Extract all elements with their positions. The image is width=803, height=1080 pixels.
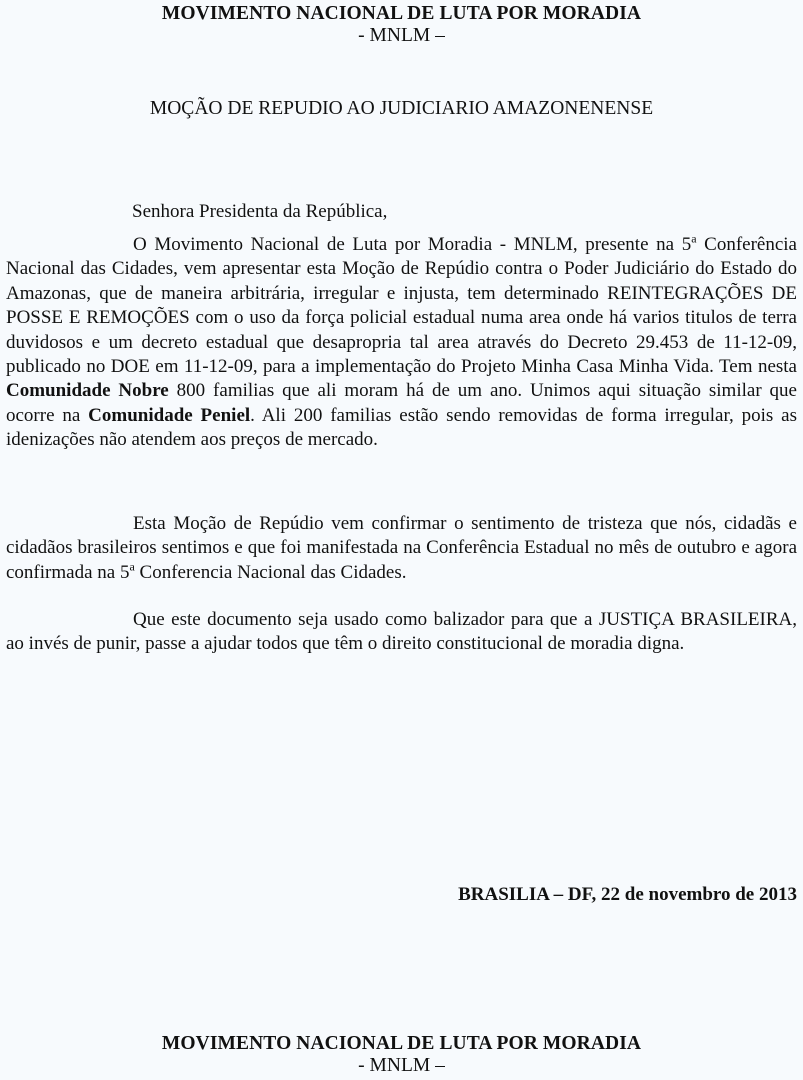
paragraph-3: Que este documento seja usado como balizador para que a JUSTIÇA BRASILEIRA, ao invés de punir, passe a ajudar todos que têm o direito constitucional de moradia digna. [6, 609, 797, 655]
paragraph-1-text-a: O Movimento Nacional de Luta por Moradia - MNLM, presente na 5 [133, 234, 692, 255]
footer-organization-name: MOVIMENTO NACIONAL DE LUTA POR MORADIA [161, 1033, 642, 1054]
paragraph-1 [6, 233, 797, 453]
place-and-date: BRASILIA – DF, 22 de novembro de 2013 [458, 884, 797, 905]
footer-organization-abbreviation: - MNLM – [358, 1055, 445, 1076]
organization-abbreviation: - MNLM – [358, 25, 445, 46]
community-name-peniel: Comunidade Peniel [88, 404, 251, 426]
organization-name: MOVIMENTO NACIONAL DE LUTA POR MORADIA [161, 3, 642, 24]
salutation: Senhora Presidenta da República, [132, 201, 388, 222]
paragraph-1-text-c: 800 familias que ali moram há de um ano. Unimos aqui situação similar que ocorre na [6, 380, 797, 426]
paragraph-2-text-a: Esta Moção de Repúdio vem confirmar o sentimento de tristeza que nós, cidadãs e cidadãos brasileiros sentimos e que foi manifestada na Conferência Estadual no mês de outubro e agora confirmada na 5 [6, 513, 797, 583]
paragraph-2 [6, 512, 797, 585]
ordinal-superscript: a [691, 231, 697, 246]
letterhead [0, 2, 803, 47]
footer-letterhead [0, 1032, 803, 1077]
paragraph-2-text-b: Conferencia Nacional das Cidades. [134, 561, 407, 583]
paragraph-1-text-b: Conferência Nacional das Cidades, vem apresentar esta Moção de Repúdio contra o Poder Judiciário do Estado do Amazonas, que de maneira arbitrária, irregular e injusta, tem determinado REINTEGRAÇÕES DE POSSE E REMOÇÕES com o uso da força policial estadual numa area onde há varios titulos de terra duvidosos e um decreto estadual que desapropria tal area através do Decreto 29.453 de 11-12-09, publicado no DOE em 11-12-09, para a implementação do Projeto Minha Casa Minha Vida. Tem nesta [6, 234, 797, 378]
ordinal-superscript: a [129, 559, 135, 574]
document-title: MOÇÃO DE REPUDIO AO JUDICIARIO AMAZONENENSE [149, 98, 654, 119]
community-name-nobre: Comunidade Nobre [6, 380, 169, 402]
paragraph-1-text-d: . Ali 200 familias estão sendo removidas de forma irregular, pois as idenizações não atendem aos preços de mercado. [6, 404, 797, 451]
